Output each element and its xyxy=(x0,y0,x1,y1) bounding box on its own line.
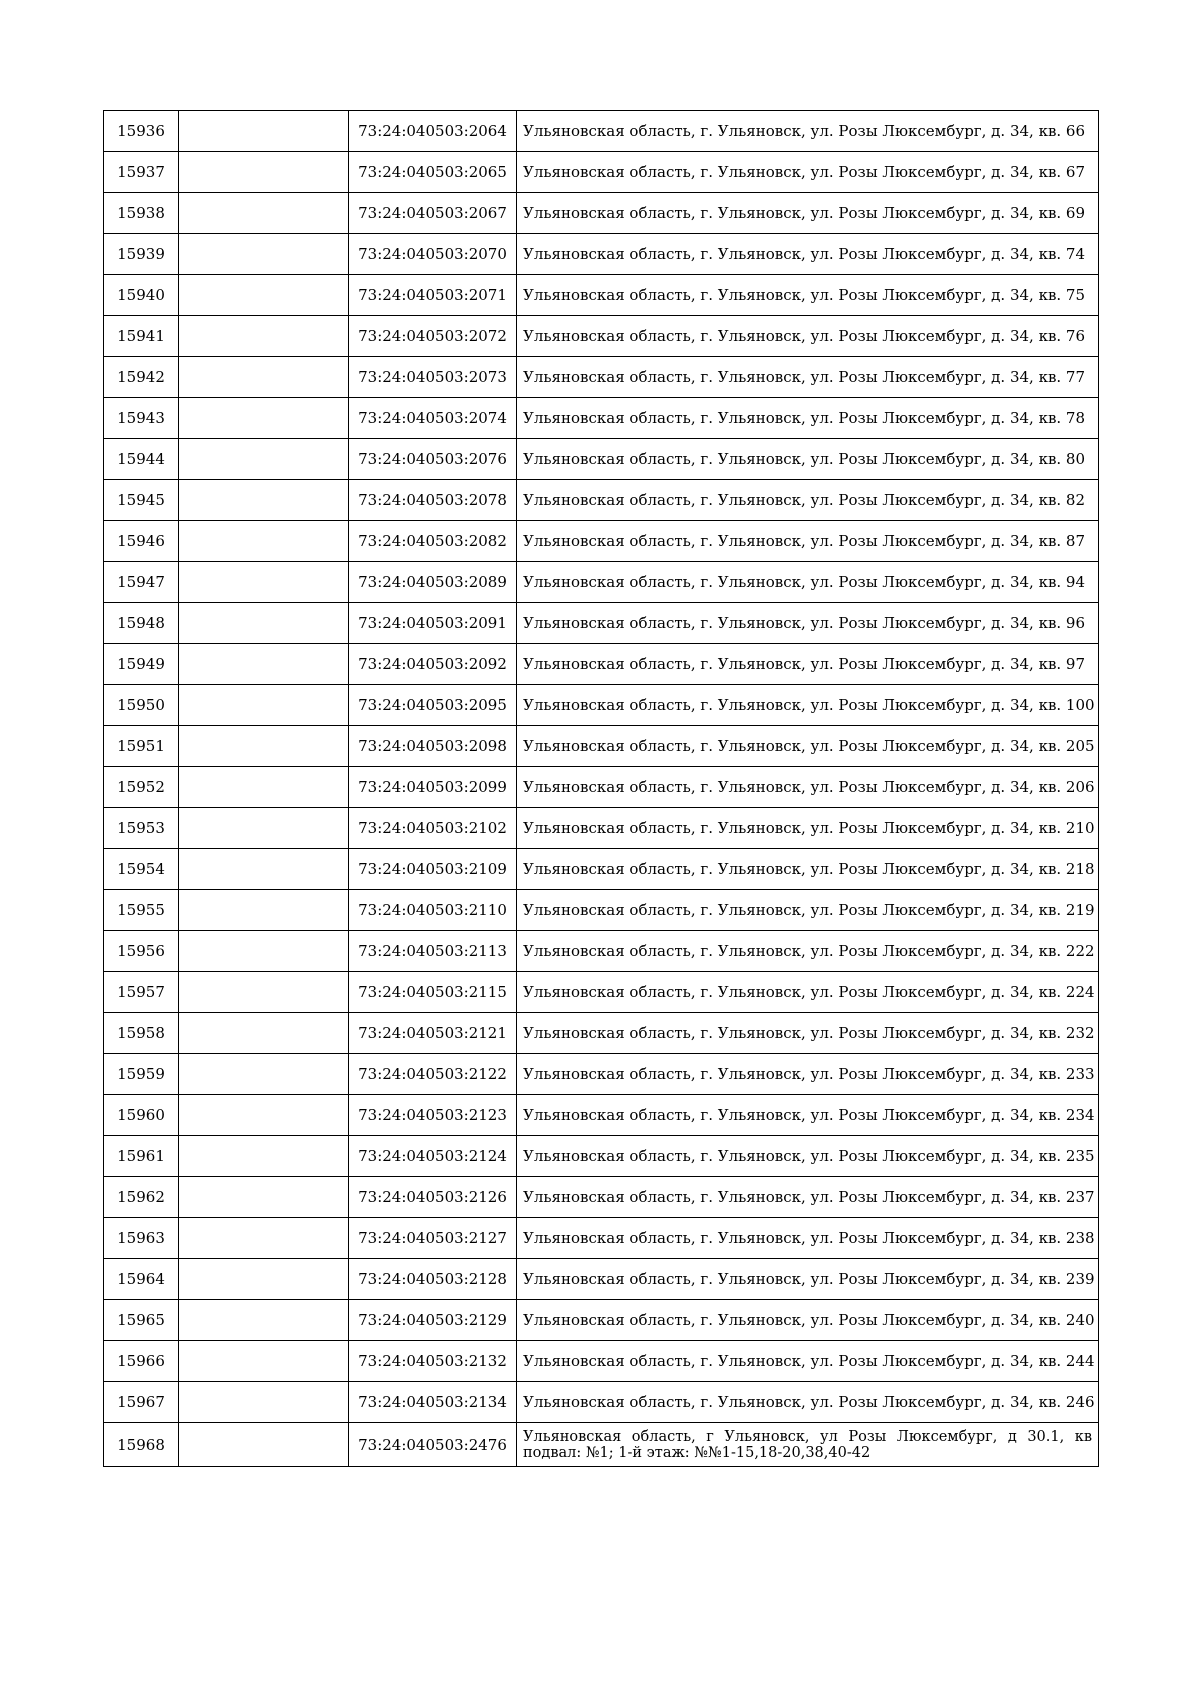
row-number-cell: 15945 xyxy=(104,480,179,521)
owner-cell xyxy=(179,726,349,767)
address-cell: Ульяновская область, г. Ульяновск, ул. Розы Люксембург, д. 34, кв. 222 xyxy=(517,931,1099,972)
cadastral-number-cell: 73:24:040503:2065 xyxy=(349,152,517,193)
cadastral-number-cell: 73:24:040503:2070 xyxy=(349,234,517,275)
cadastral-number-cell: 73:24:040503:2127 xyxy=(349,1218,517,1259)
cadastral-number-cell: 73:24:040503:2092 xyxy=(349,644,517,685)
cadastral-number-cell: 73:24:040503:2072 xyxy=(349,316,517,357)
table-row xyxy=(104,152,1099,193)
cadastral-number-cell: 73:24:040503:2134 xyxy=(349,1382,517,1423)
owner-cell xyxy=(179,931,349,972)
owner-cell xyxy=(179,603,349,644)
table-row xyxy=(104,1177,1099,1218)
table-row xyxy=(104,1218,1099,1259)
owner-cell xyxy=(179,111,349,152)
cadastral-number-cell: 73:24:040503:2128 xyxy=(349,1259,517,1300)
table-row xyxy=(104,1300,1099,1341)
cadastral-number-cell: 73:24:040503:2071 xyxy=(349,275,517,316)
table-row xyxy=(104,357,1099,398)
owner-cell xyxy=(179,1300,349,1341)
row-number-cell: 15952 xyxy=(104,767,179,808)
owner-cell xyxy=(179,890,349,931)
row-number-cell: 15968 xyxy=(104,1423,179,1467)
row-number-cell: 15965 xyxy=(104,1300,179,1341)
cadastral-number-cell: 73:24:040503:2109 xyxy=(349,849,517,890)
owner-cell xyxy=(179,1259,349,1300)
table-row xyxy=(104,1136,1099,1177)
address-cell: Ульяновская область, г. Ульяновск, ул. Розы Люксембург, д. 34, кв. 239 xyxy=(517,1259,1099,1300)
address-cell: Ульяновская область, г Ульяновск, ул Розы Люксембург, д 30.1, кв подвал: №1; 1-й этаж: №№1-15,18-20,38,40-42 xyxy=(517,1423,1099,1467)
table-row xyxy=(104,562,1099,603)
address-cell: Ульяновская область, г. Ульяновск, ул. Розы Люксембург, д. 34, кв. 100 xyxy=(517,685,1099,726)
owner-cell xyxy=(179,562,349,603)
cadastral-number-cell: 73:24:040503:2132 xyxy=(349,1341,517,1382)
owner-cell xyxy=(179,972,349,1013)
row-number-cell: 15954 xyxy=(104,849,179,890)
cadastral-number-cell: 73:24:040503:2124 xyxy=(349,1136,517,1177)
table-row xyxy=(104,1423,1099,1467)
table-row xyxy=(104,849,1099,890)
row-number-cell: 15966 xyxy=(104,1341,179,1382)
address-cell: Ульяновская область, г. Ульяновск, ул. Розы Люксембург, д. 34, кв. 224 xyxy=(517,972,1099,1013)
row-number-cell: 15956 xyxy=(104,931,179,972)
address-cell: Ульяновская область, г. Ульяновск, ул. Розы Люксембург, д. 34, кв. 66 xyxy=(517,111,1099,152)
table-row xyxy=(104,685,1099,726)
row-number-cell: 15939 xyxy=(104,234,179,275)
row-number-cell: 15941 xyxy=(104,316,179,357)
owner-cell xyxy=(179,1341,349,1382)
address-cell: Ульяновская область, г. Ульяновск, ул. Розы Люксембург, д. 34, кв. 96 xyxy=(517,603,1099,644)
row-number-cell: 15940 xyxy=(104,275,179,316)
address-cell: Ульяновская область, г. Ульяновск, ул. Розы Люксембург, д. 34, кв. 82 xyxy=(517,480,1099,521)
address-cell: Ульяновская область, г. Ульяновск, ул. Розы Люксембург, д. 34, кв. 75 xyxy=(517,275,1099,316)
address-cell: Ульяновская область, г. Ульяновск, ул. Розы Люксембург, д. 34, кв. 218 xyxy=(517,849,1099,890)
address-cell: Ульяновская область, г. Ульяновск, ул. Розы Люксембург, д. 34, кв. 237 xyxy=(517,1177,1099,1218)
owner-cell xyxy=(179,1054,349,1095)
address-cell: Ульяновская область, г. Ульяновск, ул. Розы Люксембург, д. 34, кв. 233 xyxy=(517,1054,1099,1095)
address-cell: Ульяновская область, г. Ульяновск, ул. Розы Люксембург, д. 34, кв. 67 xyxy=(517,152,1099,193)
owner-cell xyxy=(179,1218,349,1259)
cadastral-number-cell: 73:24:040503:2089 xyxy=(349,562,517,603)
table-row xyxy=(104,275,1099,316)
owner-cell xyxy=(179,480,349,521)
cadastral-number-cell: 73:24:040503:2126 xyxy=(349,1177,517,1218)
cadastral-number-cell: 73:24:040503:2076 xyxy=(349,439,517,480)
cadastral-number-cell: 73:24:040503:2098 xyxy=(349,726,517,767)
owner-cell xyxy=(179,357,349,398)
row-number-cell: 15947 xyxy=(104,562,179,603)
address-cell: Ульяновская область, г. Ульяновск, ул. Розы Люксембург, д. 34, кв. 69 xyxy=(517,193,1099,234)
cadastral-number-cell: 73:24:040503:2067 xyxy=(349,193,517,234)
row-number-cell: 15962 xyxy=(104,1177,179,1218)
table-row xyxy=(104,726,1099,767)
table-row xyxy=(104,1054,1099,1095)
row-number-cell: 15944 xyxy=(104,439,179,480)
owner-cell xyxy=(179,439,349,480)
table-row xyxy=(104,808,1099,849)
owner-cell xyxy=(179,193,349,234)
table-row xyxy=(104,439,1099,480)
row-number-cell: 15961 xyxy=(104,1136,179,1177)
address-cell: Ульяновская область, г. Ульяновск, ул. Розы Люксембург, д. 34, кв. 232 xyxy=(517,1013,1099,1054)
address-cell: Ульяновская область, г. Ульяновск, ул. Розы Люксембург, д. 34, кв. 244 xyxy=(517,1341,1099,1382)
address-cell: Ульяновская область, г. Ульяновск, ул. Розы Люксембург, д. 34, кв. 76 xyxy=(517,316,1099,357)
address-cell: Ульяновская область, г. Ульяновск, ул. Розы Люксембург, д. 34, кв. 240 xyxy=(517,1300,1099,1341)
address-cell: Ульяновская область, г. Ульяновск, ул. Розы Люксембург, д. 34, кв. 219 xyxy=(517,890,1099,931)
cadastral-number-cell: 73:24:040503:2113 xyxy=(349,931,517,972)
owner-cell xyxy=(179,808,349,849)
owner-cell xyxy=(179,1136,349,1177)
owner-cell xyxy=(179,767,349,808)
cadastral-number-cell: 73:24:040503:2121 xyxy=(349,1013,517,1054)
owner-cell xyxy=(179,644,349,685)
row-number-cell: 15957 xyxy=(104,972,179,1013)
row-number-cell: 15950 xyxy=(104,685,179,726)
owner-cell xyxy=(179,685,349,726)
address-cell: Ульяновская область, г. Ульяновск, ул. Розы Люксембург, д. 34, кв. 205 xyxy=(517,726,1099,767)
row-number-cell: 15942 xyxy=(104,357,179,398)
cadastral-number-cell: 73:24:040503:2095 xyxy=(349,685,517,726)
row-number-cell: 15958 xyxy=(104,1013,179,1054)
registry-table-body xyxy=(104,111,1099,1467)
cadastral-number-cell: 73:24:040503:2122 xyxy=(349,1054,517,1095)
row-number-cell: 15964 xyxy=(104,1259,179,1300)
cadastral-number-cell: 73:24:040503:2078 xyxy=(349,480,517,521)
owner-cell xyxy=(179,316,349,357)
cadastral-number-cell: 73:24:040503:2476 xyxy=(349,1423,517,1467)
address-cell: Ульяновская область, г. Ульяновск, ул. Розы Люксембург, д. 34, кв. 234 xyxy=(517,1095,1099,1136)
table-row xyxy=(104,1095,1099,1136)
table-row xyxy=(104,234,1099,275)
address-cell: Ульяновская область, г. Ульяновск, ул. Розы Люксембург, д. 34, кв. 77 xyxy=(517,357,1099,398)
address-cell: Ульяновская область, г. Ульяновск, ул. Розы Люксембург, д. 34, кв. 97 xyxy=(517,644,1099,685)
table-row xyxy=(104,1341,1099,1382)
address-cell: Ульяновская область, г. Ульяновск, ул. Розы Люксембург, д. 34, кв. 94 xyxy=(517,562,1099,603)
row-number-cell: 15948 xyxy=(104,603,179,644)
owner-cell xyxy=(179,275,349,316)
property-registry-table xyxy=(103,110,1099,1467)
address-cell: Ульяновская область, г. Ульяновск, ул. Розы Люксембург, д. 34, кв. 206 xyxy=(517,767,1099,808)
table-row xyxy=(104,480,1099,521)
cadastral-number-cell: 73:24:040503:2091 xyxy=(349,603,517,644)
table-row xyxy=(104,193,1099,234)
table-row xyxy=(104,316,1099,357)
table-row xyxy=(104,398,1099,439)
address-cell: Ульяновская область, г. Ульяновск, ул. Розы Люксембург, д. 34, кв. 235 xyxy=(517,1136,1099,1177)
row-number-cell: 15955 xyxy=(104,890,179,931)
address-cell: Ульяновская область, г. Ульяновск, ул. Розы Люксембург, д. 34, кв. 74 xyxy=(517,234,1099,275)
table-row xyxy=(104,931,1099,972)
table-row xyxy=(104,1013,1099,1054)
row-number-cell: 15949 xyxy=(104,644,179,685)
owner-cell xyxy=(179,1013,349,1054)
row-number-cell: 15951 xyxy=(104,726,179,767)
row-number-cell: 15937 xyxy=(104,152,179,193)
table-row xyxy=(104,521,1099,562)
address-cell: Ульяновская область, г. Ульяновск, ул. Розы Люксембург, д. 34, кв. 78 xyxy=(517,398,1099,439)
cadastral-number-cell: 73:24:040503:2073 xyxy=(349,357,517,398)
row-number-cell: 15938 xyxy=(104,193,179,234)
cadastral-number-cell: 73:24:040503:2099 xyxy=(349,767,517,808)
cadastral-number-cell: 73:24:040503:2110 xyxy=(349,890,517,931)
table-row xyxy=(104,767,1099,808)
table-row xyxy=(104,972,1099,1013)
row-number-cell: 15943 xyxy=(104,398,179,439)
row-number-cell: 15963 xyxy=(104,1218,179,1259)
owner-cell xyxy=(179,1423,349,1467)
row-number-cell: 15960 xyxy=(104,1095,179,1136)
owner-cell xyxy=(179,1177,349,1218)
owner-cell xyxy=(179,398,349,439)
cadastral-number-cell: 73:24:040503:2115 xyxy=(349,972,517,1013)
cadastral-number-cell: 73:24:040503:2082 xyxy=(349,521,517,562)
row-number-cell: 15959 xyxy=(104,1054,179,1095)
table-row xyxy=(104,644,1099,685)
row-number-cell: 15953 xyxy=(104,808,179,849)
owner-cell xyxy=(179,521,349,562)
owner-cell xyxy=(179,1382,349,1423)
cadastral-number-cell: 73:24:040503:2074 xyxy=(349,398,517,439)
table-row xyxy=(104,1259,1099,1300)
table-row xyxy=(104,603,1099,644)
address-cell: Ульяновская область, г. Ульяновск, ул. Розы Люксембург, д. 34, кв. 246 xyxy=(517,1382,1099,1423)
address-cell: Ульяновская область, г. Ульяновск, ул. Розы Люксембург, д. 34, кв. 80 xyxy=(517,439,1099,480)
address-cell: Ульяновская область, г. Ульяновск, ул. Розы Люксембург, д. 34, кв. 87 xyxy=(517,521,1099,562)
owner-cell xyxy=(179,1095,349,1136)
address-cell: Ульяновская область, г. Ульяновск, ул. Розы Люксембург, д. 34, кв. 210 xyxy=(517,808,1099,849)
row-number-cell: 15936 xyxy=(104,111,179,152)
table-row xyxy=(104,1382,1099,1423)
cadastral-number-cell: 73:24:040503:2064 xyxy=(349,111,517,152)
cadastral-number-cell: 73:24:040503:2129 xyxy=(349,1300,517,1341)
cadastral-number-cell: 73:24:040503:2123 xyxy=(349,1095,517,1136)
table-row xyxy=(104,890,1099,931)
row-number-cell: 15967 xyxy=(104,1382,179,1423)
cadastral-number-cell: 73:24:040503:2102 xyxy=(349,808,517,849)
row-number-cell: 15946 xyxy=(104,521,179,562)
owner-cell xyxy=(179,152,349,193)
address-cell: Ульяновская область, г. Ульяновск, ул. Розы Люксембург, д. 34, кв. 238 xyxy=(517,1218,1099,1259)
owner-cell xyxy=(179,234,349,275)
table-row xyxy=(104,111,1099,152)
owner-cell xyxy=(179,849,349,890)
